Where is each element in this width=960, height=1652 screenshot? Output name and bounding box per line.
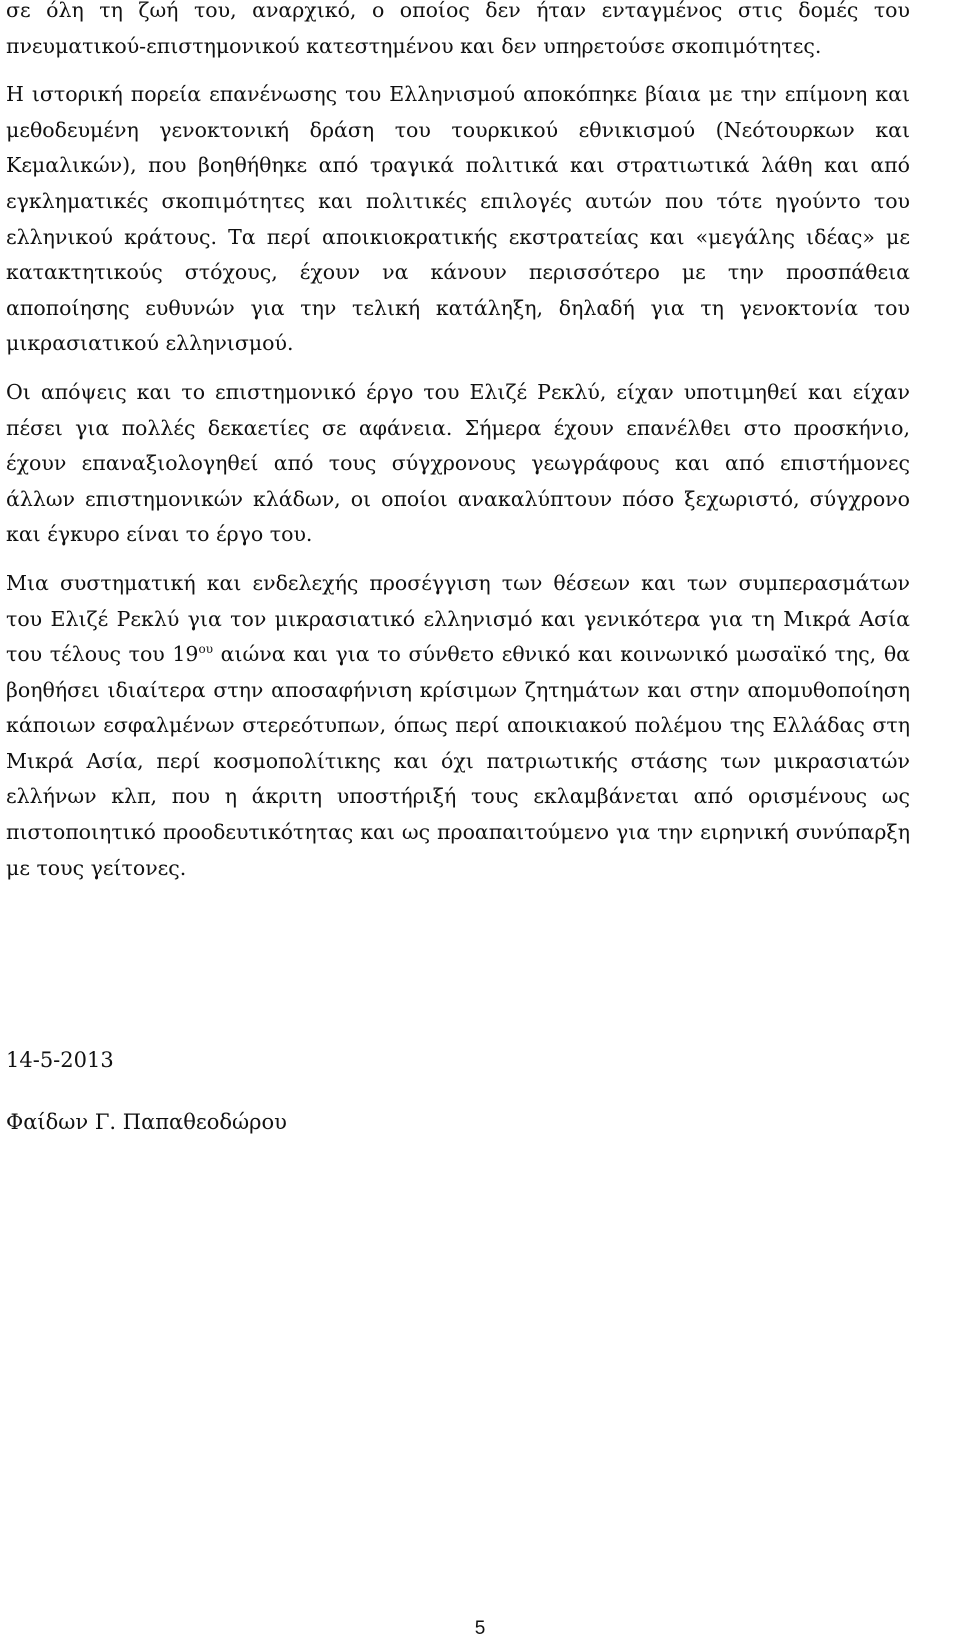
page-number: 5	[474, 1618, 486, 1639]
document-date: 14-5-2013	[6, 1048, 114, 1072]
paragraph-2: Η ιστορική πορεία επανένωσης του Ελληνισμού αποκόπηκε βίαια με την επίμονη και μεθοδευμένη γενοκτονική δράση του τουρκικού εθνικισμού (Νεότουρκων και Κεμαλικών), που βοηθήθηκε από τραγικά πολιτικά και στρατιωτικά λάθη και από εγκληματικές σκοπιμότητες και πολιτικές επιλογές αυτών που τότε ηγούντο του ελληνικού κράτους. Τα περί αποικιοκρατικής εκστρατείας και «μεγάλης ιδέας» με κατακτητικούς στόχους, έχουν να κάνουν περισσότερο με την προσπάθεια αποποίησης ευθυνών για την τελική κατάληξη, δηλαδή για τη γενοκτονία του μικρασιατικού ελληνισμού.	[6, 82, 910, 356]
paragraph-4-text-end: αιώνα και για το σύνθετο εθνικό και κοινωνικό μωσαϊκό της, θα βοηθήσει ιδιαίτερα στην αποσαφήνιση κρίσιμων ζητημάτων και στην απομυθοποίηση κάποιων εσφαλμένων στερεότυπων, όπως περί αποικιακού πολέμου της Ελλάδας στη Μικρά Ασία, περί κοσμοπολίτικης και όχι πατριωτικής στάσης των μικρασιατών ελλήνων κλπ, που η άκριτη υποστήριξή τους εκλαμβάνεται από ορισμένους ως πιστοποιητικό προοδευτικότητας και ως προαπαιτούμενο για την ειρηνική συνύπαρξη με τους γείτονες.	[6, 642, 911, 880]
paragraph-3: Οι απόψεις και το επιστημονικό έργο του Ελιζέ Ρεκλύ, είχαν υποτιμηθεί και είχαν πέσει για πολλές δεκαετίες σε αφάνεια. Σήμερα έχουν επανέλθει στο προσκήνιο, έχουν επαναξιολογηθεί από τους σύγχρονους γεωγράφους και από επιστήμονες άλλων επιστημονικών κλάδων, οι οποίοι ανακαλύπτουν πόσο ξεχωριστό, σύγχρονο και έγκυρο είναι το έργο του.	[6, 379, 910, 547]
paragraph-1: σε όλη τη ζωή του, αναρχικό, ο οποίος δεν ήταν ενταγμένος στις δομές του πνευματικού-επιστημονικού κατεστημένου και δεν υπηρετούσε σκοπιμότητες.	[6, 0, 910, 58]
paragraph-4-text-start: Μια συστηματική και ενδελεχής προσέγγιση των θέσεων και των συμπερασμάτων του Ελιζέ Ρεκλύ για τον μικρασιατικό ελληνισμό και γενικότερα για τη Μικρά Ασία του τέλους του 19	[6, 570, 910, 667]
document-body	[6, 0, 910, 886]
author-signature: Φαίδων Γ. Παπαθεοδώρου	[6, 1110, 287, 1134]
superscript-ordinal: ου	[198, 642, 214, 657]
paragraph-4	[6, 566, 910, 886]
